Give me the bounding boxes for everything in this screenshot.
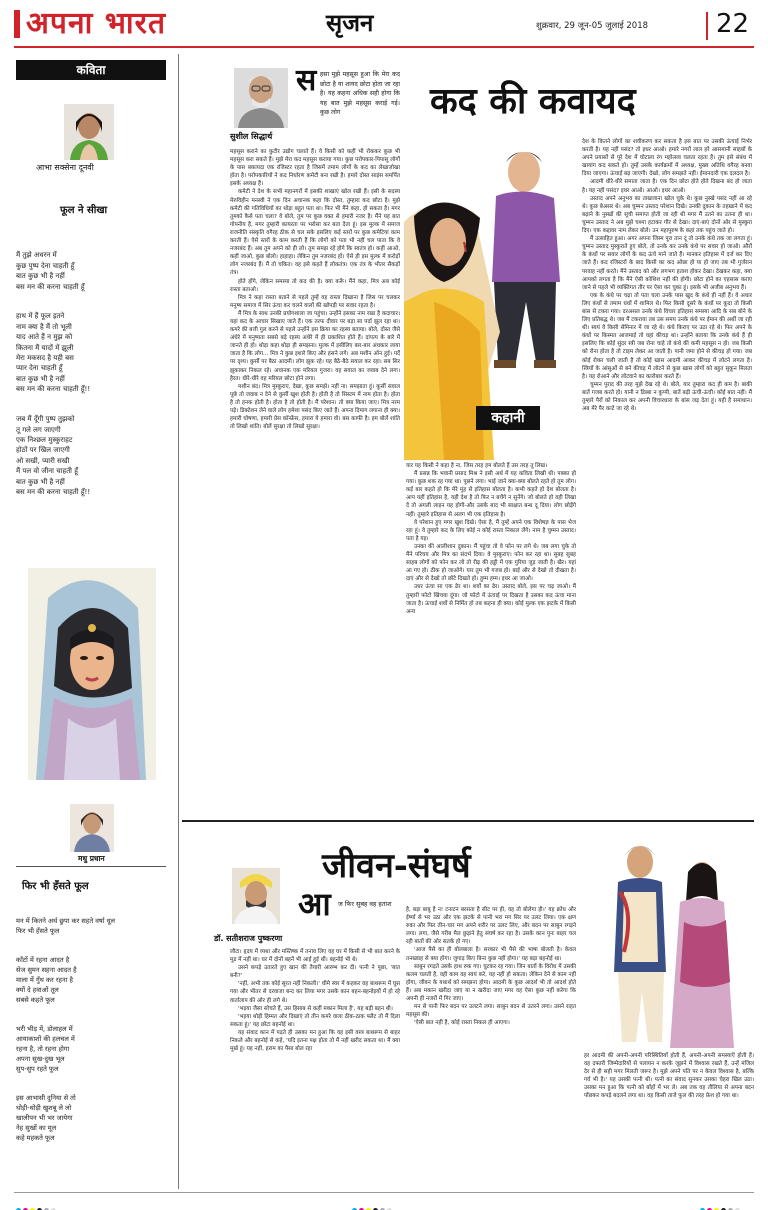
left-column-rule <box>178 54 179 1189</box>
story2-paragraph: 'ऐसी बात नहीं है, कोई रास्ता निकल ही आएगा। <box>414 1020 510 1027</box>
story1-paragraph: उस्ताद अपने अनुभव का ताखजाना खोल चुके थे। कुछ नुस्खे पसंद नहीं आ रहे थे। कुछ बेअसर थे। अब चुम्मन उस्ताद परेशान दिखे। उनकी दुकान के तहखाने में कद बढ़ाने के नुस्खों की सूची समाप्त होती जा रही थी मगर मैं उतने का उतना ही था। चुम्मन उस्ताद ने अब मुझे चश्मा हटाकर गौर से देखा। दाएं-बाएं दोनों ओर से मुस्कुरा दिए। एक कद्दावर नाम लेकर बोले। उन महापुरुष के कहां तक पहुंच जाते हो। <box>582 195 752 235</box>
story1-column-3 <box>582 138 752 812</box>
story1-paragraph: वे परेशान हुए मगर खुश दिखे। ऐसा है, मैं तुम्हें अपने एक विशेषज्ञ के पास भेज रहा हूं। वे तुम्हारे कद के लिए कोई न कोई रास्ता निकाल लेंगे। नाम है चुम्मन उस्ताद। पता है यह। <box>406 519 576 542</box>
poet2-photo <box>70 804 114 852</box>
story2-author: डॉ. सतीशराज पुष्करणा <box>214 934 283 943</box>
story1-paragraph: कमेटी ने देश के सभी महानगरों में इसकी शाखाएं खोल रखी हैं। इसी के सदस्य मेरुविहीन मनस्वी ने एक दिन अचानक कहा कि दोस्त, तुम्हारा कद छोटा है। मुझे कमेटी की गतिविधियों का थोड़ा बहुत पता था। फिर भी मैंने कहा, हो सकता है। मगर तुमको कैसे पता चला? वे बोले, तुम पर कुछ वक्त से हमारी नजर है। मैंने यह बात गोपनीय है, मगर तुम्हारी कायरता पर भरोसा कर बता देता हूं। इस मुल्क में समाज राजनीति संस्कृति वगैरह ठीक से चल सके इसलिए कई स्तरों पर कुछ कमेटियां काम करती हैं। ऐसे स्तरों के काम करती हैं कि लोगों को पता भी नहीं चल पाता कि वे नजरबंद हैं। अब तुम अपने को ही लो। तुम समझ रहे होगे कि स्वतंत्र हो। कहीं आओ, कहीं जाओ, कुछ बोलो। हाहाहा। लेकिन तुम नजरबंद हो। ऐसे ही इस मुल्क में करोड़ों लोग नजरबंद हैं। मैं तो चकित। वह इसे कहते हैं लोकतंत्र। एक तंत्र के भीतर सैकड़ों तंत्र। <box>230 189 400 277</box>
poem1-title: फूल ने सीखा <box>60 205 108 216</box>
story2-paragraph: 'नहीं, अभी तक कोई सूरत नहीं निकली।' धीमे स्वर में कहकर वह बाथरूम में घुस गया और भीतर से दरवाजा बन्द कर लिया मगर उसके कान बहन-बहनोइयों में हो रहे वार्तालाप की ओर ही लगे थे। <box>230 981 400 1004</box>
page-number: 22 <box>716 9 750 39</box>
poem2-stanza: काँटों में रहना आदत है सेज सुमन सहना आदत है माला में गुँथ कर रहना है क्यों दे हवाओं तूल सबसे कहते फूल <box>16 956 77 1004</box>
masthead-rule <box>14 46 754 48</box>
poet1-name: आभा सक्सेना दूनवी <box>36 163 94 172</box>
story2-title: जीवन-संघर्ष <box>322 846 471 886</box>
masthead-divider <box>706 12 708 40</box>
story1-paragraph: मैं मित्र के साथ उनकी प्रयोगशाला जा पहुंचा। उन्होंने इसका नाम रखा है कदाचार। यहां कद के आचार सिखाए जाते हैं। एक तरफ दीवार पर बड़ा सा पर्दा झूल रहा था। कमरे की बत्ती गुल करने से पहले उन्होंने इस क्रिया का रहस्य बताया। बोले, दोस्त जैसे अंधेरे में मनुष्यता सबसे बड़े रहस्य अंधेरे में ही प्रकाशित होते हैं। दांपत्य के बारे में जानते ही हो। थोड़ा कहा थोड़ा ही समझना। मुल्क में इसीलिए बार-बार अंधकार लाया जाता है कि लोग... मित्र ने कुछ इशारे किए और हंसने लगे। अब मशीन ऑन हुई। पर्दे पर दृश्य। कुर्सी पर बैठा आदमी। लोग झुक रहे। यह बैठे-बैठे सवाल कर रहा। सब सिर झुकाकर निकल रहे। अचानक एक मरियल गुजरा। वह सवाल का जवाब देने लगा। हैरत। धीरे-धीरे वह मरियल छोटा होने लगा। <box>230 310 400 382</box>
story1-author-photo <box>234 68 288 128</box>
story1-label: कहानी <box>491 410 525 426</box>
story2-paragraph: हर आदमी की अपनी-अपनी परिस्थितियाँ होती हैं, अपनी-अपनी समस्याएँ होती हैं। वह दफ्तरी जिम्मेदारियों से पलायन न करके जूझने में विश्वास रखते हैं, उन्हें मंजिल देर से ही सही मगर मिलती जरूर है। मुझे अपने पति पर न केवल विश्वास है, बल्कि गर्व भी है।' यह उसकी पत्नी थी। पत्नी का संवाद सुनकर उसका चेहरा खिल उठा। उसका मन हुआ कि पत्नी को बाँहों में भर ले। अब तक वह तौलिया से अपना बदन पोंछकर कपड़े बदलने लगा था। वह किसी ताजे फूल की तरह फ्रेश हो गया था। <box>584 1053 754 1100</box>
category-banner <box>16 60 166 80</box>
story2-column-2 <box>406 906 576 1192</box>
story1-drop-cap: स <box>296 63 317 98</box>
poet2-name: मधु प्रधान <box>78 854 105 863</box>
story2-drop-cap: आ <box>298 885 331 923</box>
masthead-red-bar <box>14 10 20 38</box>
left-column <box>14 54 174 1189</box>
poem1-text <box>16 240 166 517</box>
story2-illustration <box>584 832 752 1048</box>
story1-paragraph: उनका की आलीशान दुकान। मैं पहुंचा तो वे फोन पर लगे थे। जब लगा चुके तो मैंने परिचय और मित्र का संदर्भ दिया। वे मुस्कुराए। फोन कर रहा था। सुबह सुबह साहब लोगों को फोन कर लो तो रीढ़ की हड्डी में एक गुरिया जुड़ जाती है। खैर। यहां आ गए हो। ठीक हो जाओगे। यार तुम भी गजब हो। बाई और से देखो तो दीखता है। दाएं और से देखो तो छोटे दिखते हो। हुम्म हम्म। इधर आ जाओ। <box>406 543 576 583</box>
story1-paragraph: यार यह किसी ने कहा है ना, जिस तरह हम बोलते हैं उस तरह तू लिख। <box>406 463 548 469</box>
story1-paragraph: चुम्मन पुराद की तरह मुझे देख रहे थे। बोले, यार तुम्हारा कद ही कम है। बाकी बातें गजब करते हो। यानी न डिब्बा न कुप्पी, बातें बड़ी ऊंची-ऊंची। कोई बात नहीं। मैं तुम्हारे पैरों को निकाल कर अपनी विचारधारा के बांस जड़ देता हूं। यही है समाधान। अब मेरे पैर काटे जा रहे थे। <box>582 381 752 413</box>
footer-rule <box>14 1192 754 1193</box>
poem-painting <box>28 568 156 780</box>
story2-column-1 <box>230 948 400 1192</box>
story1-paragraph: आदमी धीरे-धीरे समाता जाता है। एक दिन छोटा होते होते दिखना बंद हो जाता है। यह नहीं पसंद? इधर आओ। आओ। इधर आओ। <box>582 179 752 194</box>
issue-date: शुक्रवार, 29 जून-05 जुलाई 2018 <box>536 21 649 31</box>
story2-paragraph: 'भइया थोड़ी हिम्मत और दिखाएं तो तीन कमरे वाला ठीक-ठाक फ्लैट तो मैं दिला सकता हूं।' यह छोटा बहनोई था। <box>230 1013 400 1028</box>
story1-author: सुशील सिद्धार्थ <box>230 132 273 141</box>
story2-paragraph: यह संवाद कान में पड़ते ही उसका मन हुआ कि वह इसी वस्त्र बाथरूम से बाहर निकले और बहनोई से कहे, 'यदि इतना पक्ष होता तो मैं नहीं खरीद सकता था। मैं क्या मूर्ख हूं। यह नहीं, हराम का पैसा बोल रहा <box>230 1029 400 1053</box>
story1-paragraph: मित्र ने कहा रास्ता बताने से पहले तुम्हें वह रास्ता दिखाना है जिस पर चलकर मनुष्य समाज में सिर ऊंचा कर चलने वालों की खोपड़ी पर सवार रहता है। <box>230 294 400 309</box>
poem1-stanza: हाथ में हैं फूल इतने नाम क्या है मैं तो भूली याद आते हैं न मुझ को कितना मैं यादों में झूली मेरा मकसद है यही बस प्यार देना चाहती हूँ बात कुछ भी है नहीं बस मन की करना चाहती हूँ!! <box>16 312 91 394</box>
story2-paragraph: लौटा। हृदय में व्यथा और मस्तिष्क में तनाव लिए वह घर में किसी से भी बात करने के मूड में नहीं था। घर में दोनों बहनें भी आई हुई थीं। बहनोई भी थे। <box>230 949 400 964</box>
story2-author-photo <box>232 868 280 924</box>
poem2-stanza: मन में कितने अर्थ छुपा कर सहते वर्षा धूल फिर भी हँसते फूल <box>16 917 116 935</box>
category-label: कविता <box>76 63 106 77</box>
story1-paragraph: मशीन बंद। मित्र मुस्कुराए, देखा, कुछ समझे। नहीं ना। समझाता हूं। कुर्सी सवाल पूछे तो जवाब न देने से कुर्सी खुश होती है। होती है तो सिस्टम में नाम होता है। होता है तो हनक होती है। होता है तो होती है। मैं परेशान। तो क्या किया जाए। मित्र नरम पड़े। डिक्टेशन लेने वाले लोग हमेशा पसंद किए जाते हैं। अपना दिमाग लगाना ही क्या। हमारी घोषणा, हमारी प्रेस कॉन्फ्रेंस, हमारा ये हमारा वो। बस काफी है। हम बोलें शांति तो लिखो शांति। बोलें सुरक्षा तो लिखो सुरक्षा। <box>230 383 400 431</box>
poem2-stanza: भरी भीड़ में, डोलाहल में आयाकाशों की हलचल में रहना है, तो रहना होगा अपना सुख-दुख भूल सुप-सुप रहते फूल <box>16 1025 75 1073</box>
poem1-stanza: जब मैं दूँगी पुष्प तुझको तू गले लग जाएगी एक निश्छल मुस्कुराहट होठों पर खिल जाएगी ओ सखी, प्यारी सखी मैं पल वो जीना चाहती हूँ बात कुछ भी है नहीं बस मन की करना चाहती हूँ!! <box>16 415 91 496</box>
story2-intro: ज फिर सुबह वह हताश <box>338 900 392 908</box>
story1-paragraph: एक के कंधे पर चढ़ा तो पता चला उनके पास खुद के कंधे ही नहीं हैं। वे अधार लिए कंधों से तमाम धंधों में शामिल थे। फिर किसी दूसरे के कंधों पर कूदा तो किसी बांस से टकरा गया। दरअसल उनके कंधे विचार इतिहास समस्या आदि के सब बोने के लिए प्रतिबद्ध थे। जब मैं टकराया तब उस समय उनके कंधे पर ईमान की अर्थी जा रही थी। स्वयं वे किसी सेमिनार में जा रहे थे। कंधे किराए पर उठा रहे थे। फिर अपने के कंधों पर किस्मत आजमाई तो वहां कीचड़ था। उन्होंने बताया कि उनके कंधे हैं ही इसलिए कि कोई सुंदर स्त्री जब रोना चाहे तो कंधे की कमी महसूस न हो। जब किसी को रोना होता है तो टाइम लेकर आ जाती है। पानी जमा होने से कीचड़ हो गया। जब कोई रोकर चली जाती है तो कोई खास आदमी आकर कीचड़ में लोटने लगता है। स्त्रियों के आंसुओं से बने कीचड़ में लोटने से कुछ खास लोगों को बहुत सुकून मिलता है। यह रोआने और लोटवाने का कारोबार करते हैं। <box>582 292 752 380</box>
story1-paragraph: मैं प्रसन्न कि भवानी प्रसाद मिश्र ने इसी अर्थ में यह कविता लिखी थी। पक्का हो गया। कुछ शक रह गया था। पूछने लगा। भाई जाने क्या-क्या बोलते रहते हो तुम लोग। कई बार कहते हो कि मेरे मुंह से इतिहास बोलता है। कभी कहते हो देश बोलता है। आप यहीं इतिहास है, यही देश है तो फिर न बचेंगे न सुनेंगे। जो बोलते हो वही लिखा दें तो अगली लाइन यह होगी-और उसके बाद भी साक्षात बन्ध दू दिया। लोग छोड़ेंगे नहीं। तुम्हारे इतिहास से अलग भी एक इतिहास है। <box>406 471 576 518</box>
story-divider <box>182 820 754 822</box>
story2-paragraph: उसने कपड़े उतारते हुए खान की तैयारी आरम्भ कर दी। पत्नी ने पूछा, 'बात बनी?' <box>230 965 400 980</box>
poet1-photo <box>64 104 114 160</box>
masthead <box>0 0 768 52</box>
poem2-stanza: इस आभासी दुनिया से तो थोड़ी-थोड़ी खुशबू ले लो खालीपन भी भर जायेगा नेह सुखों का मूल कहे महकते फूल <box>16 1094 76 1142</box>
color-register-right <box>700 1198 742 1210</box>
paper-name: अपना भारत <box>26 6 167 41</box>
section-name: सृजन <box>326 9 374 37</box>
story1-column-2 <box>406 462 576 812</box>
story1-paragraph: मैं उत्साहित हुआ। अगर अपना जिस्म पूरा तान दूं तो उनके कंधे तक जा लगता हूं। चुम्मन उस्ताद मुस्कुराते हुए बोले, तो उनके कर उनके कंधे पर सवार हो जाओ। औरों के कंधों पर सवार लोगों के कद ऊंचे माने जाते हैं। मानकर इतिहास में दर्ज कर दिए जाते हैं। कद रजिस्टरों के बाद किसी का कद ओछा हो या हो जाए तब भी गुर्जरान परवाह नहीं करते। मैंने उस्ताद को और लगभग हताश होकर देखा। देखकर कहा, क्या आपको लगता है कि मैंने ऐसी कोशिश नहीं की होगी। छोटा होने का एहसास कराए जाने से पहले भी व्यक्तिगत तौर पर ऐसा कर चुका हूं। इसके भी अजीब अनुभव हैं। <box>582 236 752 291</box>
story1-paragraph: होते होंगे, लेकिन समस्या तो कद की है। क्या करूँ। मैंने कहा, मित्र अब कोई रास्ता बताओ। <box>230 278 400 293</box>
story2-paragraph: साबुन रगड़ते उसके हाथ रुक गए। घुटकर रह गया। जिन बातों के विरोध में उसकी कलम चलती है, वही काम वह स्वयं करे, यह नहीं हो सकता। लेकिन देने से काम नहीं होगा, जीवन के यथार्थ को समझना होगा। आदमी के कुछ आदर्श भी तो आदर्श होते हैं। अब मकान खरीदा जाए या न खरीदा जाए मगर वह ऐसा कुछ नहीं करेगा कि अपनी ही नजरों में गिर जाए। <box>406 963 576 1003</box>
color-register-center <box>352 1198 394 1210</box>
poem2-title: फिर भी हँसते फूल <box>22 881 89 892</box>
story2-paragraph: है, बड़ा बाबू है न! टनाटन बरसता है सीट पर ही, वह तो बोलेगा ही।' वह क्रोध और ईर्ष्या से भर उठा और एक झटके से पानी भरा मग सिर पर उलट लिया। एक क्षण रुका और फिर तीन-चार मग अपने शरीर पर उलट लिए, और बदन पर साबुन रगड़ने लगा। लगा, जैसे गरीब मैल छुड़ाने हेतु संघर्ष कर रहा है। उसके कान पुनः बाहर चल रही बातों की ओर सतर्क हो गए। <box>406 907 576 946</box>
story2-paragraph: मन से पानी फिर बदन पर उलटने लगा। साबुन बदन से उतरने लगा। उसने राहत महसूस की। <box>406 1004 576 1019</box>
story2-paragraph: 'भइया जैसा सोचते हैं, उस हिसाब से कहीं मकान मिला है', यह बड़ी बहन थी। <box>238 1005 393 1012</box>
color-register-left <box>16 1198 58 1210</box>
poem2-text <box>16 906 168 1162</box>
left-divider <box>16 866 166 867</box>
story1-paragraph: महसूस कराने का कुटीर उद्योग चलाते हैं। वे किसी को कहीं भी रोककर कुछ भी महसूस करा सकते हैं। मुझे मेरा कद महसूस कराया गया। कुछ परोपकार-पिपासु लोगों के पास बकायदा एक रजिस्टर रहता है जिसमें तमाम लोगों के कद का लेखाजोखा होता है। परोपकारियों ने कद निर्धारण कमेटी बना रखी है। हमारे दोस्त साइंस समर्पित इसके अध्यक्ष हैं। <box>230 149 400 188</box>
poem1-stanza: मैं तुझे अधरन में कुछ पुष्प देना चाहती हूँ बात कुछ भी है नहीं बस मन की करना चाहती हूँ <box>16 251 85 291</box>
story2-paragraph: 'आज पैसे का ही बोलबाला है। सरकार भी पैसे की भाषा बोलती है। केवल तनख्वाह से क्या होगा। जुगाड़ किए बिना कुछ नहीं होगा।' यह बड़ा बहनोई था। <box>406 947 576 962</box>
story2-column-3 <box>584 1052 754 1192</box>
story1-intro: हसा मुझे महसूस हुआ कि मेरा कद छोटा है या शायद छोटा होता जा रहा है। यह कहना अधिक सही होगा कि यह बात मुझे महसूस कराई गई। कुछ लोग <box>320 71 400 117</box>
story1-paragraph: देश के कितने लोगों का शवीकरण कर सकता है इस बात पर उसकी ऊंचाई निर्भर करती है। यह नहीं पसंद? तो इधर आओ। हमारे नगरों लाल हरे आसमानी साहबों के अपने प्रयासों से पूरे देश में घोटाला रंग महोत्सव चलता रहता है। तुम इसे संबंध में खायांग कद सकते हो। तुम्हें उसके कार्यक्रमों में अध्यक्ष, मुख्य अतिथि वगैरह बनवा दिया जाएगा। ऊंचाई बढ़ जाएगी। देखो, लोग समझते नहीं। ईमानदारी एक दलदल है। <box>582 139 752 178</box>
story1-title: कद की कवायद <box>430 80 636 122</box>
story1-label-box <box>476 406 540 430</box>
story1-paragraph: उधर ऊंचा सा एक ढेर था। शवों का ढेर। उस्ताद बोले, इस पर चढ़ जाओ। मैं तुम्हारी फोटो खिंचवा दूंगा। जो फोटो में ऊंचाई पर दिखता है उसका कद ऊंचा माना जाता है। ऊंचाई शवों से निर्मित हो तब कहना ही क्या। कोई मुल्क एक झटके में किसी अन्य <box>406 584 576 615</box>
story1-column-1 <box>230 148 400 812</box>
